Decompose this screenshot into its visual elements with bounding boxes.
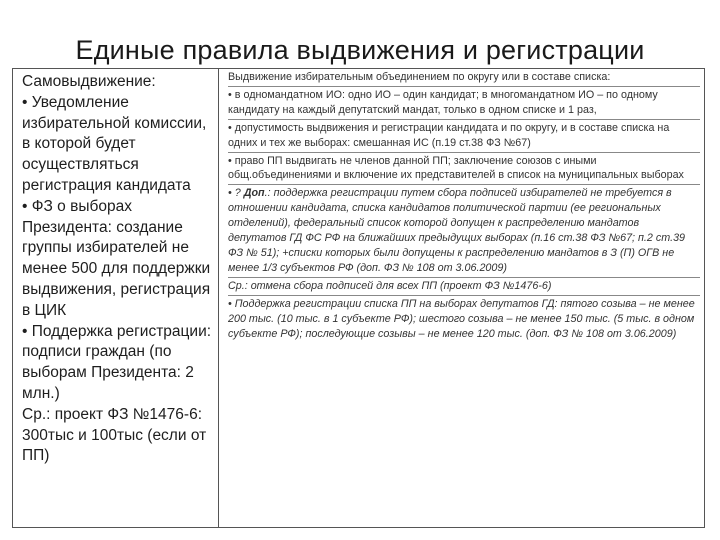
right-bullet-nonmembers	[228, 153, 700, 186]
right-bullet-nonmembers-text: • право ПП выдвигать не членов данной ПП; заключение союзов с иными общ.объединениями и включение их представителей в список на муниципальных выборах	[228, 154, 684, 182]
right-bullet-mixed-system	[228, 120, 700, 153]
rules-table	[12, 68, 705, 528]
slide-title: Единые правила выдвижения и регистрации	[75, 35, 645, 65]
left-item-presidential-law: • ФЗ о выборах Президента: создание группы избирателей не менее 500 для поддержки выдвижения, регистрация в ЦИК	[22, 197, 211, 319]
right-bullet-additional-prefix: • ?	[228, 187, 244, 200]
self-nomination-heading: Самовыдвижение:	[22, 73, 156, 90]
right-bullet-support	[228, 296, 700, 343]
right-heading: Выдвижение избирательным объединением по округу или в составе списка:	[228, 71, 611, 83]
right-bullet-districts	[228, 87, 700, 120]
left-item-signatures: • Поддержка регистрации: подписи граждан (по выборам Президента: 2 млн.)	[22, 322, 212, 402]
right-bullet-mixed-system-text: • допустимость выдвижения и регистрации кандидата и по округу, и в составе списка на одних и тех же выборах: смешанная ИС (п.19 ст.38 ФЗ №67)	[228, 121, 670, 149]
right-bullet-districts-text: • в одномандатном ИО: одно ИО – один кандидат; в многомандатном ИО – по одному кандидату на каждый депутатский мандат, только в одном списке и 1 раз,	[228, 88, 658, 116]
right-bullet-support-text: • Поддержка регистрации списка ПП на выборах депутатов ГД: пятого созыва – не менее 200 тыс. (10 тыс. в 1 субъекте РФ); шестого созыва – не менее 150 тыс. (5 тыс. в одном субъекте РФ); последующие созывы – не менее 120 тыс. (доп. ФЗ № 108 от 3.06.2009)	[228, 297, 695, 340]
self-nomination-column	[13, 69, 219, 527]
right-bullet-additional-bold: Доп	[243, 187, 265, 200]
right-compare	[228, 278, 700, 296]
party-nomination-column	[219, 69, 704, 527]
left-item-comparison: Ср.: проект ФЗ №1476-6: 300тыс и 100тыс (если от ПП)	[22, 405, 207, 465]
left-item-notification: • Уведомление избирательной комиссии, в которой будет осуществляться регистрация кандидата	[22, 93, 207, 194]
right-heading-cell	[228, 69, 700, 87]
right-bullet-additional-text: .: поддержка регистрации путем сбора подписей избирателей не требуется в отношении кандидата, списка кандидатов политической партии (ее региональных отделений), федеральный список которой допущен к распределению мандатов депутатов ГД ФС РФ на ближайших предыдущих выборах (п.16 ст.38 ФЗ №67; п.2 ст.39 ФЗ № 51); +списки которых были допущены к распределению мандатов в З (П) ОГВ не менее 1/3 субъектов РФ (доп. ФЗ № 108 от 3.06.2009)	[228, 187, 686, 274]
right-bullet-additional	[228, 185, 700, 277]
right-compare-text: Ср.: отмена сбора подписей для всех ПП (проект ФЗ №1476-6)	[228, 279, 552, 292]
